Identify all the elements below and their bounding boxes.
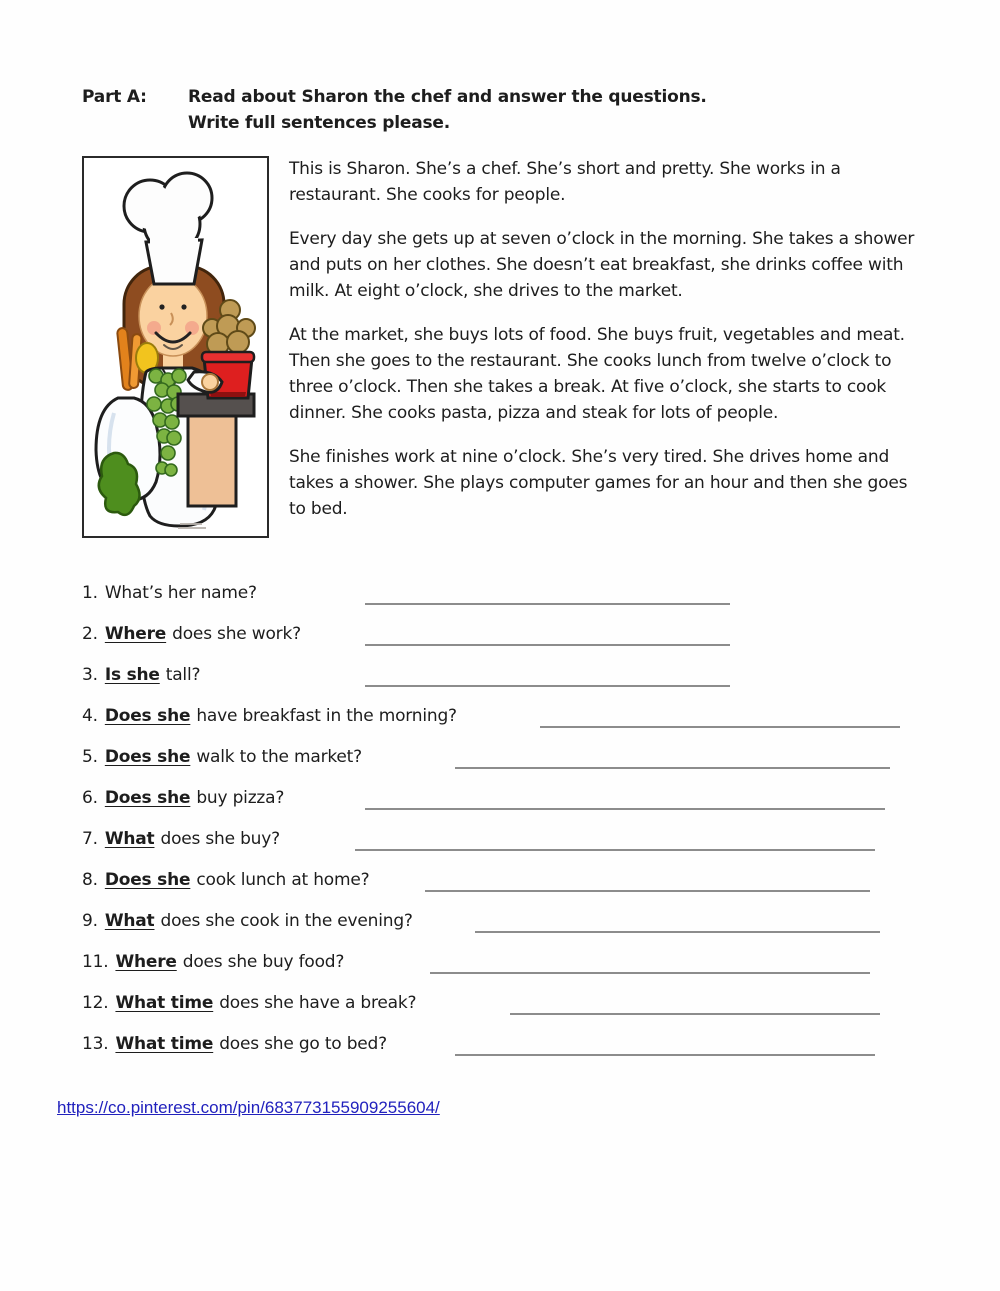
questions-list: [82, 582, 918, 1056]
question-number: 5.: [82, 747, 98, 767]
question-keyword: Where: [115, 952, 177, 972]
question-text: walk to the market?: [196, 747, 362, 767]
question-row-12: [82, 992, 918, 1015]
question-number: 11.: [82, 952, 109, 972]
instruction-line-1: Read about Sharon the chef and answer the questions.: [188, 87, 707, 107]
question-text: buy pizza?: [196, 788, 285, 808]
answer-blank-q5[interactable]: [455, 751, 890, 769]
question-row-2: [82, 623, 918, 646]
question-keyword: What time: [115, 1034, 214, 1054]
answer-blank-q12[interactable]: [510, 997, 880, 1015]
reading-passage: [289, 156, 918, 540]
passage-paragraph-1: This is Sharon. She’s a chef. She’s short and pretty. She works in a restaurant. She cooks for people.: [289, 159, 841, 205]
question-row-11: [82, 951, 918, 974]
source-link[interactable]: https://co.pinterest.com/pin/683773155909255604/: [57, 1098, 440, 1117]
chef-illustration: [84, 158, 267, 536]
passage-paragraph-2: Every day she gets up at seven o’clock in the morning. She takes a shower and puts on her clothes. She doesn’t eat breakfast, she drinks coffee with milk. At eight o’clock, she drives to the market.: [289, 229, 915, 301]
question-number: 2.: [82, 624, 98, 644]
question-row-4: [82, 705, 918, 728]
answer-blank-q7[interactable]: [355, 833, 875, 851]
question-number: 4.: [82, 706, 98, 726]
question-keyword: Does she: [104, 706, 191, 726]
instruction-line-2: Write full sentences please.: [188, 113, 450, 133]
question-keyword: What: [104, 829, 155, 849]
question-number: 1.: [82, 583, 98, 603]
question-keyword: What time: [115, 993, 214, 1013]
question-keyword: Does she: [104, 788, 191, 808]
footer: [57, 1098, 918, 1118]
question-text: does she work?: [172, 624, 301, 644]
part-label: Part A:: [82, 87, 147, 107]
passage-paragraph-4: She finishes work at nine o’clock. She’s very tired. She drives home and takes a shower. She plays computer games for an hour and then she goes to bed.: [289, 447, 908, 519]
question-row-1: [82, 582, 918, 605]
answer-blank-q8[interactable]: [425, 874, 870, 892]
question-number: 7.: [82, 829, 98, 849]
question-text: does she buy food?: [182, 952, 345, 972]
chef-image-frame: [82, 156, 269, 538]
answer-blank-q9[interactable]: [475, 915, 880, 933]
header: [82, 84, 918, 136]
answer-blank-q3[interactable]: [365, 669, 730, 687]
question-text: What’s her name?: [104, 583, 257, 603]
answer-blank-q11[interactable]: [430, 956, 870, 974]
reading-section: [82, 156, 918, 540]
question-text: tall?: [165, 665, 201, 685]
question-keyword: Is she: [104, 665, 160, 685]
question-text: does she go to bed?: [219, 1034, 387, 1054]
question-number: 3.: [82, 665, 98, 685]
question-text: does she have a break?: [219, 993, 417, 1013]
question-row-13: [82, 1033, 918, 1056]
question-number: 9.: [82, 911, 98, 931]
question-keyword: What: [104, 911, 155, 931]
question-row-9: [82, 910, 918, 933]
question-keyword: Does she: [104, 870, 191, 890]
instructions: [188, 84, 707, 136]
passage-paragraph-3: At the market, she buys lots of food. She buys fruit, vegetables and meat. Then she goes to the restaurant. She cooks lunch from twelve o’clock to three o’clock. Then she takes a break. At five o’clock, she starts to cook dinner. She cooks pasta, pizza and steak for lots of people.: [289, 325, 905, 423]
question-keyword: Where: [104, 624, 167, 644]
question-text: does she cook in the evening?: [160, 911, 413, 931]
question-number: 8.: [82, 870, 98, 890]
question-row-3: [82, 664, 918, 687]
answer-blank-q4[interactable]: [540, 710, 900, 728]
question-number: 12.: [82, 993, 109, 1013]
question-row-6: [82, 787, 918, 810]
question-text: does she buy?: [160, 829, 280, 849]
question-number: 6.: [82, 788, 98, 808]
question-text: have breakfast in the morning?: [196, 706, 457, 726]
answer-blank-q1[interactable]: [365, 587, 730, 605]
answer-blank-q2[interactable]: [365, 628, 730, 646]
question-text: cook lunch at home?: [196, 870, 370, 890]
question-number: 13.: [82, 1034, 109, 1054]
answer-blank-q6[interactable]: [365, 792, 885, 810]
question-keyword: Does she: [104, 747, 191, 767]
question-row-5: [82, 746, 918, 769]
question-row-8: [82, 869, 918, 892]
question-row-7: [82, 828, 918, 851]
answer-blank-q13[interactable]: [455, 1038, 875, 1056]
